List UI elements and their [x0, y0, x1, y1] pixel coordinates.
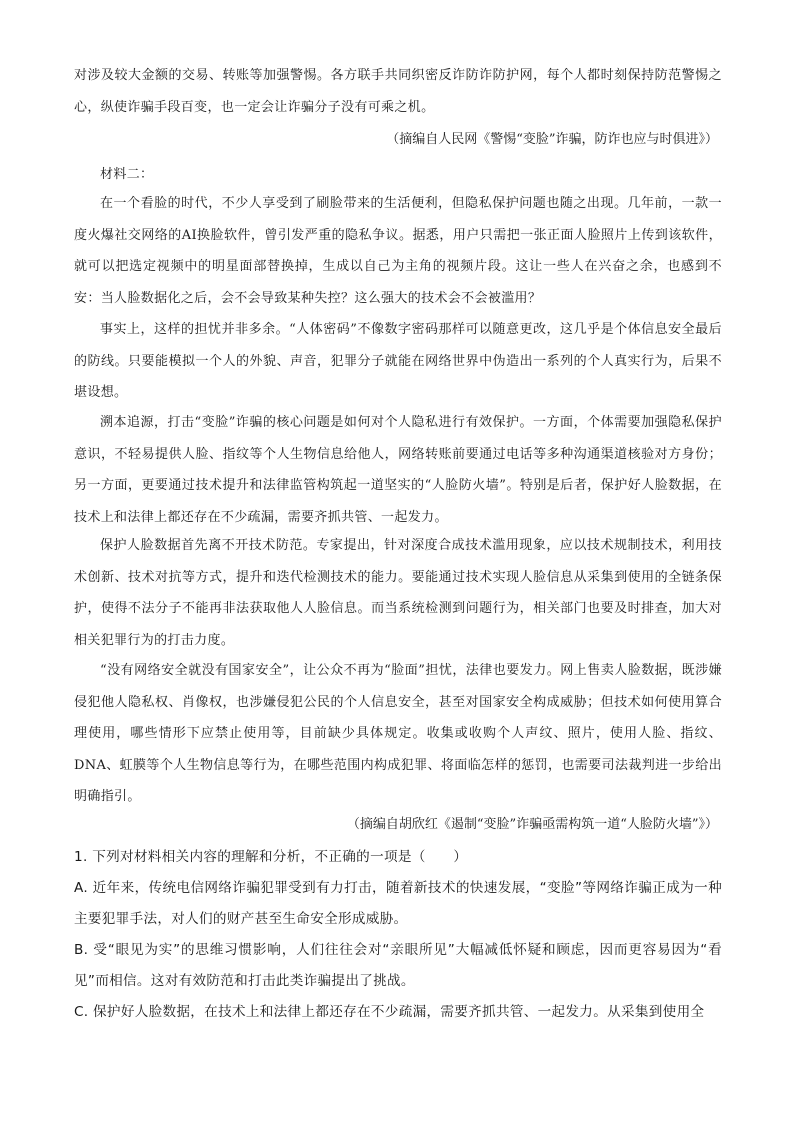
option-a: A. 近年来，传统电信网络诈骗犯罪受到有力打击，随着新技术的快速发展，“变脸”等网络诈骗正成为一种主要犯罪手法，对人们的财产甚至生命安全形成威胁。 — [74, 880, 722, 927]
material1-tail-paragraph: 对涉及较大金额的交易、转账等加强警惕。各方联手共同织密反诈防诈防护网，每个人都时刻保持防范警惕之心，纵使诈骗手段百变，也一定会让诈骗分子没有可乘之机。 — [74, 68, 722, 115]
material2-heading: 材料二： — [100, 167, 154, 182]
question-stem: 1. 下列对材料相关内容的理解和分析，不正确的一项是（ ） — [74, 849, 468, 865]
material1-source: （摘编自人民网《警惕“变脸”诈骗，防诈也应与时俱进》） — [386, 132, 718, 147]
option-b: B. 受“眼见为实”的思维习惯影响，人们往往会对“亲眼所见”大幅减低怀疑和顾虑，因而更容易因为“看见”而相信。这对有效防范和打击此类诈骗提出了挑战。 — [74, 942, 722, 989]
material2-paragraph-1: 在一个看脸的时代，不少人享受到了刷脸带来的生活便利，但隐私保护问题也随之出现。几年前，一款一度火爆社交网络的AI换脸软件，曾引发严重的隐私争议。据悉，用户只需把一张正面人脸照片上传到该软件，就可以把选定视频中的明星面部替换掉，生成以自己为主角的视频片段。这让一些人在兴奋之余，也感到不安：当人脸数据化之后，会不会导致某种失控？这么强大的技术会不会被滥用？ — [74, 196, 722, 306]
material2-paragraph-3: 溯本追源，打击“变脸”诈骗的核心问题是如何对个人隐私进行有效保护。一方面，个体需要加强隐私保护意识，不轻易提供人脸、指纹等个人生物信息给他人，网络转账前要通过电话等多种沟通渠道核验对方身份；另一方面，更要通过技术提升和法律监管构筑起一道坚实的“人脸防火墙”。特别是后者，保护好人脸数据，在技术上和法律上都还存在不少疏漏，需要齐抓共管、一起发力。 — [74, 415, 722, 525]
material2-paragraph-4: 保护人脸数据首先离不开技术防范。专家提出，针对深度合成技术滥用现象，应以技术规制技术，利用技术创新、技术对抗等方式，提升和迭代检测技术的能力。要能通过技术实现人脸信息从采集到使用的全链条保护，使得不法分子不能再非法获取他人人脸信息。而当系统检测到问题行为，相关部门也要及时排查，加大对相关犯罪行为的打击力度。 — [74, 538, 722, 648]
option-c: C. 保护好人脸数据，在技术上和法律上都还存在不少疏漏，需要齐抓共管、一起发力。从采集到使用全 — [74, 1004, 705, 1020]
material2-source: （摘编自胡欣红《遏制“变脸”诈骗亟需构筑一道“人脸防火墙”》） — [346, 817, 718, 832]
material2-paragraph-5: “没有网络安全就没有国家安全”，让公众不再为“脸面”担忧，法律也要发力。网上售卖人脸数据，既涉嫌侵犯他人隐私权、肖像权，也涉嫌侵犯公民的个人信息安全，甚至对国家安全构成威胁；但技术如何使用算合理使用，哪些情形下应禁止使用等，目前缺少具体规定。收集或收购个人声纹、照片，使用人脸、指纹、DNA、虹膜等个人生物信息等行为，在哪些范围内构成犯罪、将面临怎样的惩罚，也需要司法裁判进一步给出明确指引。 — [74, 663, 722, 804]
material2-paragraph-2: 事实上，这样的担忧并非多余。“人体密码”不像数字密码那样可以随意更改，这几乎是个体信息安全最后的防线。只要能模拟一个人的外貌、声音，犯罪分子就能在网络世界中伪造出一系列的个人真实行为，后果不堪设想。 — [74, 322, 722, 400]
